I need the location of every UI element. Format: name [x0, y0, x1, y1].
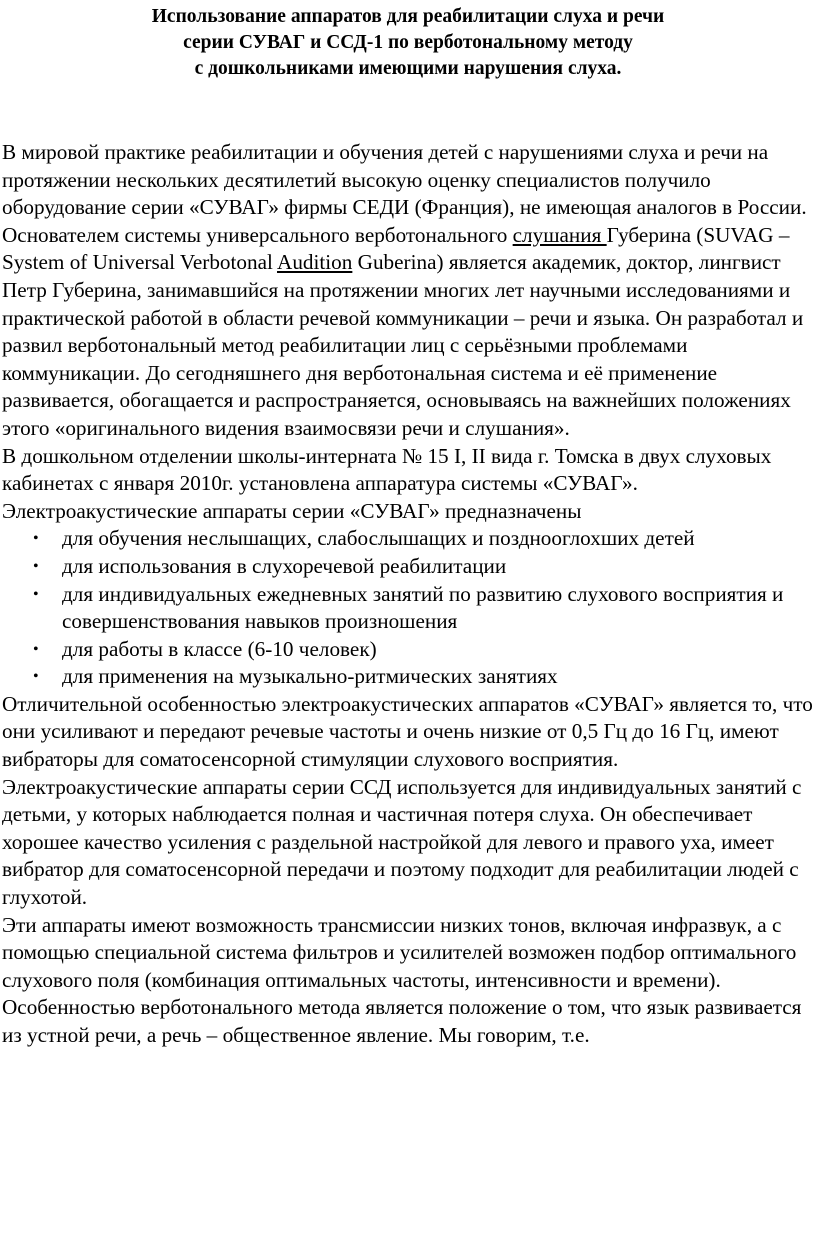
document-body — [2, 139, 814, 1050]
paragraph-ssd: Электроакустические аппараты серии ССД используется для индивидуальных занятий с детьми, у которых наблюдается полная и частичная потеря слуха. Он обеспечивает хорошее качество усиления с раздельной настройкой для левого и правого уха, имеет вибратор для соматосенсорной передачи и поэтому подходит для реабилитации людей с глухотой. — [2, 774, 802, 910]
list-item — [33, 581, 814, 636]
underlined-word-hearing: слушания — [512, 222, 607, 247]
paragraph-intro-text-b: Губерина (SUVAG – System of Universal Verbotonal — [2, 222, 790, 275]
list-item-text: для обучения неслышащих, слабослышащих и позднооглохших детей — [62, 526, 695, 551]
title-line-2: серии СУВАГ и ССД-1 по верботональному методу — [183, 32, 633, 53]
title-line-3: с дошкольниками имеющими нарушения слуха. — [194, 58, 622, 79]
underlined-word-audition: Audition — [277, 250, 353, 275]
paragraph-method: Особенностью верботонального метода является положение о том, что язык развивается из устной речи, а речь – общественное явление. Мы говорим, т.е. — [2, 995, 802, 1047]
paragraph-intro — [2, 139, 814, 443]
paragraph-purpose-lead: Электроакустические аппараты серии «СУВАГ» предназначены — [2, 498, 582, 523]
bullet-icon: • — [33, 640, 39, 658]
list-item — [33, 636, 814, 664]
paragraph-installation: В дошкольном отделении школы-интерната № 15 I, II вида г. Томска в двух слуховых кабинетах с января 2010г. установлена аппаратура системы «СУВАГ». — [2, 443, 772, 496]
paragraph-features: Отличительной особенностью электроакустических аппаратов «СУВАГ» является то, что они усиливают и передают речевые частоты и очень низкие от 0,5 Гц до 16 Гц, имеют вибраторы для соматосенсорной стимуляции слухового восприятия. — [2, 691, 813, 772]
list-item-text: для работы в классе (6-10 человек) — [62, 636, 377, 661]
list-item — [33, 663, 814, 691]
bullet-icon: • — [33, 530, 39, 548]
list-item-text: для использования в слухоречевой реабилитации — [62, 553, 507, 578]
list-item-text: для индивидуальных ежедневных занятий по развитию слухового восприятия и совершенствования навыков произношения — [62, 581, 784, 634]
list-item — [33, 553, 814, 581]
paragraph-intro-text-c: Guberina) является академик, доктор, лингвист Петр Губерина, занимавшийся на протяжении многих лет научными исследованиями и практической работой в области речевой коммуникации – речи и языка. Он разработал и развил верботональный метод реабилитации лиц с серьёзными проблемами коммуникации. До сегодняшнего дня верботональная система и её применение развивается, обогащается и распространяется, основываясь на важнейших положениях этого «оригинального видения взаимосвязи речи и слушания». — [2, 250, 804, 440]
bullet-icon: • — [33, 585, 39, 603]
paragraph-intro-text-a: В мировой практике реабилитации и обучения детей с нарушениями слуха и речи на протяжении нескольких десятилетий высокую оценку специалистов получило оборудование серии «СУВАГ» фирмы СЕДИ (Франция), не имеющая аналогов в России. Основателем системы универсального верботонального — [2, 140, 807, 247]
list-item-text: для применения на музыкально-ритмических занятиях — [62, 664, 558, 689]
document-title — [0, 4, 816, 82]
bullet-icon: • — [33, 668, 39, 686]
purpose-list — [2, 525, 814, 691]
bullet-icon: • — [33, 557, 39, 575]
list-item — [33, 525, 814, 553]
title-line-1: Использование аппаратов для реабилитации слуха и речи — [151, 6, 665, 27]
paragraph-transmission: Эти аппараты имеют возможность трансмиссии низких тонов, включая инфразвук, а с помощью специальной система фильтров и усилителей возможен подбор оптимального слухового поля (комбинация оптимальных частоты, интенсивности и времени). — [2, 912, 797, 992]
